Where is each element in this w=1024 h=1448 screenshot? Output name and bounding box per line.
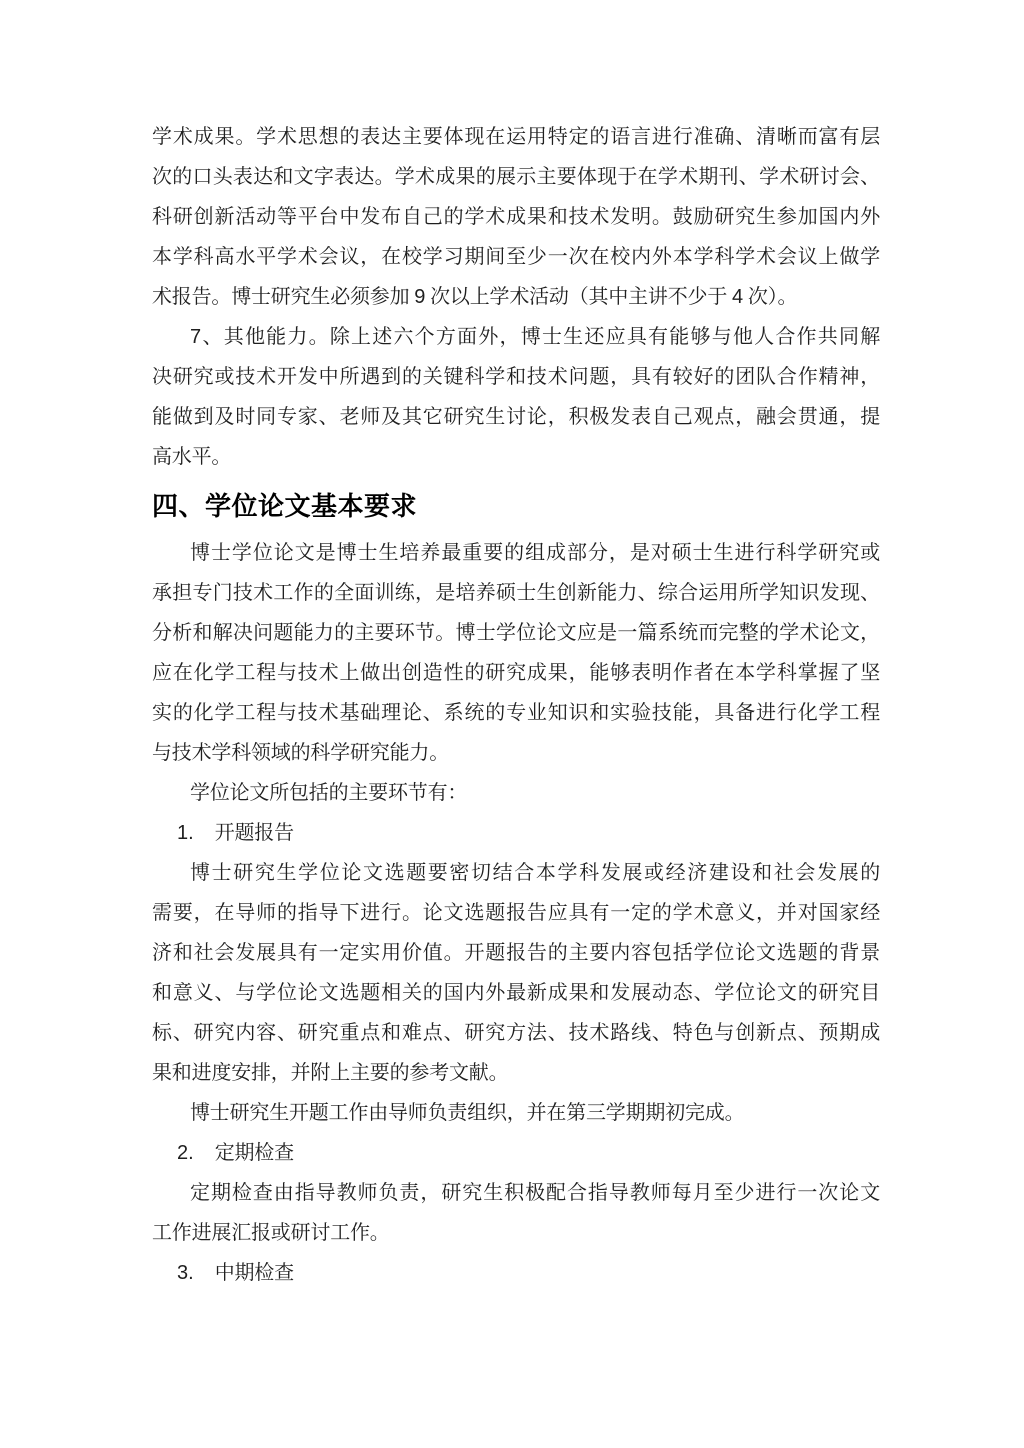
section-heading: 四、学位论文基本要求 [152,491,418,521]
paragraph [152,533,880,773]
text-line: 承担专门技术工作的全面训练，是培养硕士生创新能力、综合运用所学知识发现、 [152,582,880,604]
list-item [152,813,880,853]
text-line: 分析和解决问题能力的主要环节。博士学位论文应是一篇系统而完整的学术论文， [152,622,880,644]
text-line: 学术成果。学术思想的表达主要体现在运用特定的语言进行准确、清晰而富有层 [152,126,880,148]
paragraph [152,317,880,477]
paragraph [152,117,880,317]
list-marker: 3. [177,1262,194,1284]
list-item [152,1253,880,1293]
paragraph [152,773,880,813]
list-marker: 2. [177,1142,194,1164]
text-line: 应在化学工程与技术上做出创造性的研究成果，能够表明作者在本学科掌握了坚 [152,662,880,684]
paragraph [152,1093,880,1133]
paragraph [152,853,880,1093]
list-text: 开题报告 [214,822,294,844]
text-line: 工作进展汇报或研讨工作。 [152,1222,390,1244]
text-line: 能做到及时同专家、老师及其它研究生讨论，积极发表自己观点，融会贯通，提 [152,406,880,428]
text-line: 本学科高水平学术会议，在校学习期间至少一次在校内外本学科学术会议上做学 [152,246,880,268]
text-line: 和意义、与学位论文选题相关的国内外最新成果和发展动态、学位论文的研究目 [152,982,880,1004]
list-text: 定期检查 [214,1142,294,1164]
list-item [152,1133,880,1173]
text-line: 与技术学科领域的科学研究能力。 [152,742,449,764]
text-line: 博士研究生开题工作由导师负责组织，并在第三学期期初完成。 [190,1102,745,1124]
text-line: 高水平。 [152,446,232,468]
text-line: 次的口头表达和文字表达。学术成果的展示主要体现于在学术期刊、学术研讨会、 [152,166,880,188]
text-line: 7、其他能力。除上述六个方面外，博士生还应具有能够与他人合作共同解 [190,326,880,348]
text-line: 博士研究生学位论文选题要密切结合本学科发展或经济建设和社会发展的 [190,862,880,884]
list-marker: 1. [177,822,194,844]
text-line: 决研究或技术开发中所遇到的关键科学和技术问题，具有较好的团队合作精神， [152,366,880,388]
text-line: 需要，在导师的指导下进行。论文选题报告应具有一定的学术意义，并对国家经 [152,902,880,924]
text-line: 科研创新活动等平台中发布自己的学术成果和技术发明。鼓励研究生参加国内外 [152,206,880,228]
paragraph [152,1173,880,1253]
text-line: 术报告。博士研究生必须参加 9 次以上学术活动（其中主讲不少于 4 次）。 [152,286,798,308]
text-line: 实的化学工程与技术基础理论、系统的专业知识和实验技能，具备进行化学工程 [152,702,880,724]
text-line: 博士学位论文是博士生培养最重要的组成部分，是对硕士生进行科学研究或 [190,542,880,564]
text-line: 果和进度安排，并附上主要的参考文献。 [152,1062,509,1084]
text-line: 学位论文所包括的主要环节有： [190,782,468,804]
list-text: 中期检查 [214,1262,294,1284]
text-line: 定期检查由指导教师负责，研究生积极配合指导教师每月至少进行一次论文 [190,1182,880,1204]
text-line: 济和社会发展具有一定实用价值。开题报告的主要内容包括学位论文选题的背景 [152,942,880,964]
text-line: 标、研究内容、研究重点和难点、研究方法、技术路线、特色与创新点、预期成 [152,1022,880,1044]
